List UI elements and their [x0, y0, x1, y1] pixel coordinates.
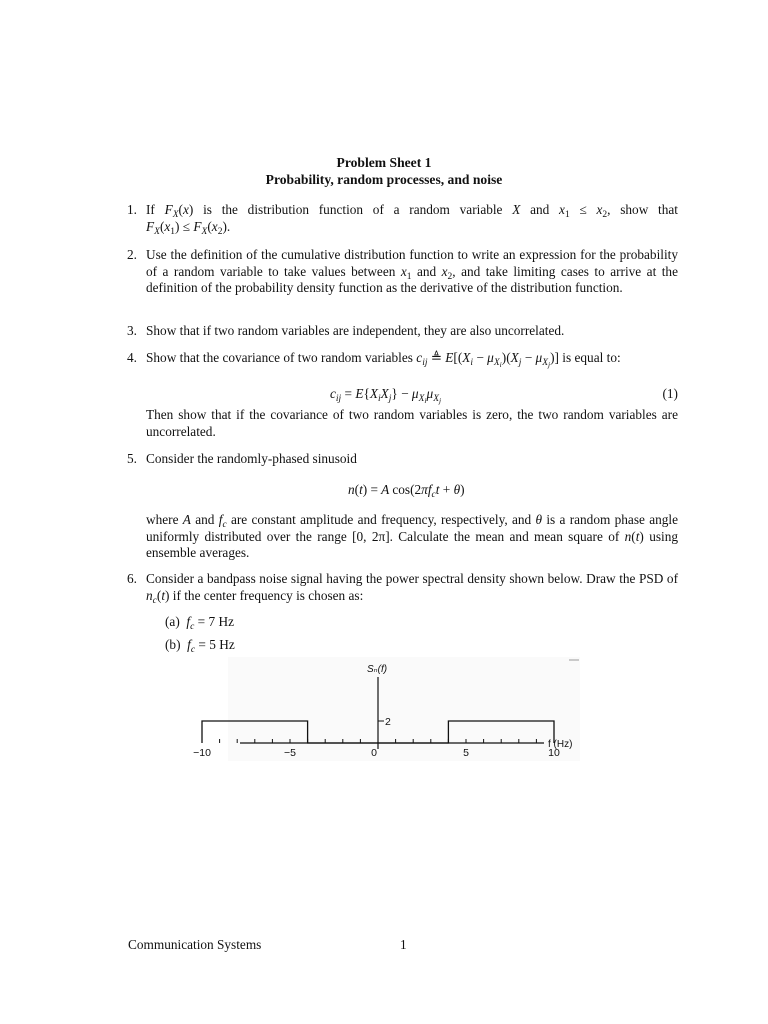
x-tick-label: −5	[284, 747, 296, 759]
problem-4-continued	[146, 407, 678, 440]
problem-4	[127, 350, 678, 369]
x-tick-label: 10	[548, 747, 560, 759]
text: and	[411, 263, 442, 279]
problem-2	[127, 247, 678, 297]
problem-1	[127, 202, 678, 237]
math-subscript: X	[154, 226, 160, 237]
math: A	[182, 512, 191, 527]
text: Consider a bandpass noise signal having the power spectral density shown below. Draw the PSD of	[146, 571, 678, 586]
text: Show that if two random variables are independent, they are also uncorrelated.	[146, 323, 565, 338]
text: , show that	[607, 202, 678, 217]
math-symbol: x	[182, 202, 189, 217]
equation-covariance: $c_{ij} = E\{X_iX_j\} - \mu_{X_i}\mu_{X_j}$	[330, 386, 442, 405]
problem-1-line-1	[146, 202, 678, 219]
equation-sinusoid: n(t) = A $\cos(2\pi f_ct + \theta)$	[348, 482, 465, 500]
problem-3	[127, 323, 678, 340]
text: if the center frequency is chosen as:	[169, 587, 364, 603]
text: Consider the randomly-phased sinusoid	[146, 451, 357, 466]
math: θ	[535, 512, 543, 527]
text: and	[190, 512, 219, 527]
math-subscript: X	[201, 226, 208, 237]
x-tick-label: −10	[193, 747, 211, 759]
x-tick-label: 5	[463, 747, 469, 759]
problem-number: 4.	[127, 350, 137, 365]
math: $F_X(x_1) \le F_X(x_2)$	[146, 218, 227, 237]
problem-5	[127, 451, 678, 468]
y-axis-label: Sₙ(f)	[367, 664, 388, 675]
math-symbol: F	[146, 218, 155, 234]
x-axis-label: f (Hz)	[548, 739, 573, 750]
text: are constant amplitude and frequency, respectively, and	[226, 512, 536, 527]
text: using ensemble averages.	[146, 528, 679, 560]
title-line-2: Probability, random processes, and noise	[265, 172, 503, 187]
equation-number: (1)	[662, 386, 678, 401]
problem-number: 2.	[127, 247, 137, 262]
math-symbol: x	[164, 218, 171, 234]
text: where	[146, 512, 183, 527]
math: $c_{ij}$ ≜ $E[(X_i - \mu_{X_i})(X_j - \mu_{X_j})]$	[416, 350, 559, 369]
text: and	[520, 202, 560, 217]
math	[559, 202, 608, 220]
sub-item-value: 5 Hz	[209, 637, 235, 652]
math-subscript: 1	[170, 226, 176, 237]
problem-number: 6.	[127, 571, 137, 586]
math-symbol: F	[193, 218, 202, 234]
text: . Calculate the mean and mean square of	[389, 528, 625, 544]
text: Then show that if the covariance of two random variables is zero, the two random variables are uncorrelated.	[146, 407, 678, 439]
problem-1-line-2	[146, 219, 678, 236]
math-symbol: F	[164, 202, 173, 217]
sub-item-a: (a) $f_c = 7$ Hz	[165, 614, 234, 632]
problem-number: 1.	[127, 202, 137, 217]
math-symbol: x	[559, 202, 565, 217]
title-line-1: Problem Sheet 1	[336, 155, 432, 170]
figure-background	[228, 657, 580, 761]
text: Use the definition of the cumulative distribution function to write an expression for the probability of a random variable to take values between	[146, 247, 678, 279]
math: $f_c$	[218, 512, 227, 530]
sub-item-value: 7 Hz	[208, 614, 234, 629]
text: .	[226, 218, 231, 234]
text: is equal to:	[558, 350, 621, 365]
problem-6	[127, 571, 678, 606]
math: $x_1$	[400, 263, 412, 282]
math: n(t)	[624, 528, 644, 544]
math: $x_2$	[441, 263, 453, 282]
sub-item-label: (a)	[165, 614, 180, 629]
math: $n_c(t)$	[146, 587, 170, 606]
math-subscript: X	[172, 210, 179, 220]
sub-item-label: (b)	[165, 637, 181, 652]
math: [0, 2π]	[352, 528, 390, 544]
y-tick-label: 2	[385, 716, 391, 728]
math-subscript: 1	[564, 210, 570, 220]
math-subscript: 2	[602, 210, 608, 220]
problem-number: 3.	[127, 323, 137, 338]
problem-5-continued	[146, 512, 678, 562]
math-operator: ≤	[569, 202, 597, 217]
psd-chart	[193, 657, 582, 762]
text: is a random phase angle uniformly distributed over the range	[146, 512, 678, 544]
math: $F_X(x)$	[164, 202, 194, 220]
text: If	[146, 202, 165, 217]
footer-course: Communication Systems	[128, 937, 262, 952]
math-symbol: x	[211, 218, 218, 234]
math-symbol: X	[512, 202, 521, 217]
page-title	[0, 154, 768, 188]
text: , and take limiting cases to arrive at the definition of the probability density function as the derivative of the distribution function.	[146, 263, 678, 295]
problem-number: 5.	[127, 451, 137, 466]
text: Show that the covariance of two random variables	[146, 350, 417, 365]
x-tick-label: 0	[371, 747, 377, 759]
text: is the distribution function of a random variable	[193, 202, 513, 217]
sub-item-b: (b) $f_c = 5$ Hz	[165, 637, 235, 655]
math-subscript: 2	[217, 226, 223, 237]
math-symbol: x	[596, 202, 603, 217]
footer-page-number: 1	[400, 937, 407, 952]
math-operator: ≤	[179, 218, 194, 234]
